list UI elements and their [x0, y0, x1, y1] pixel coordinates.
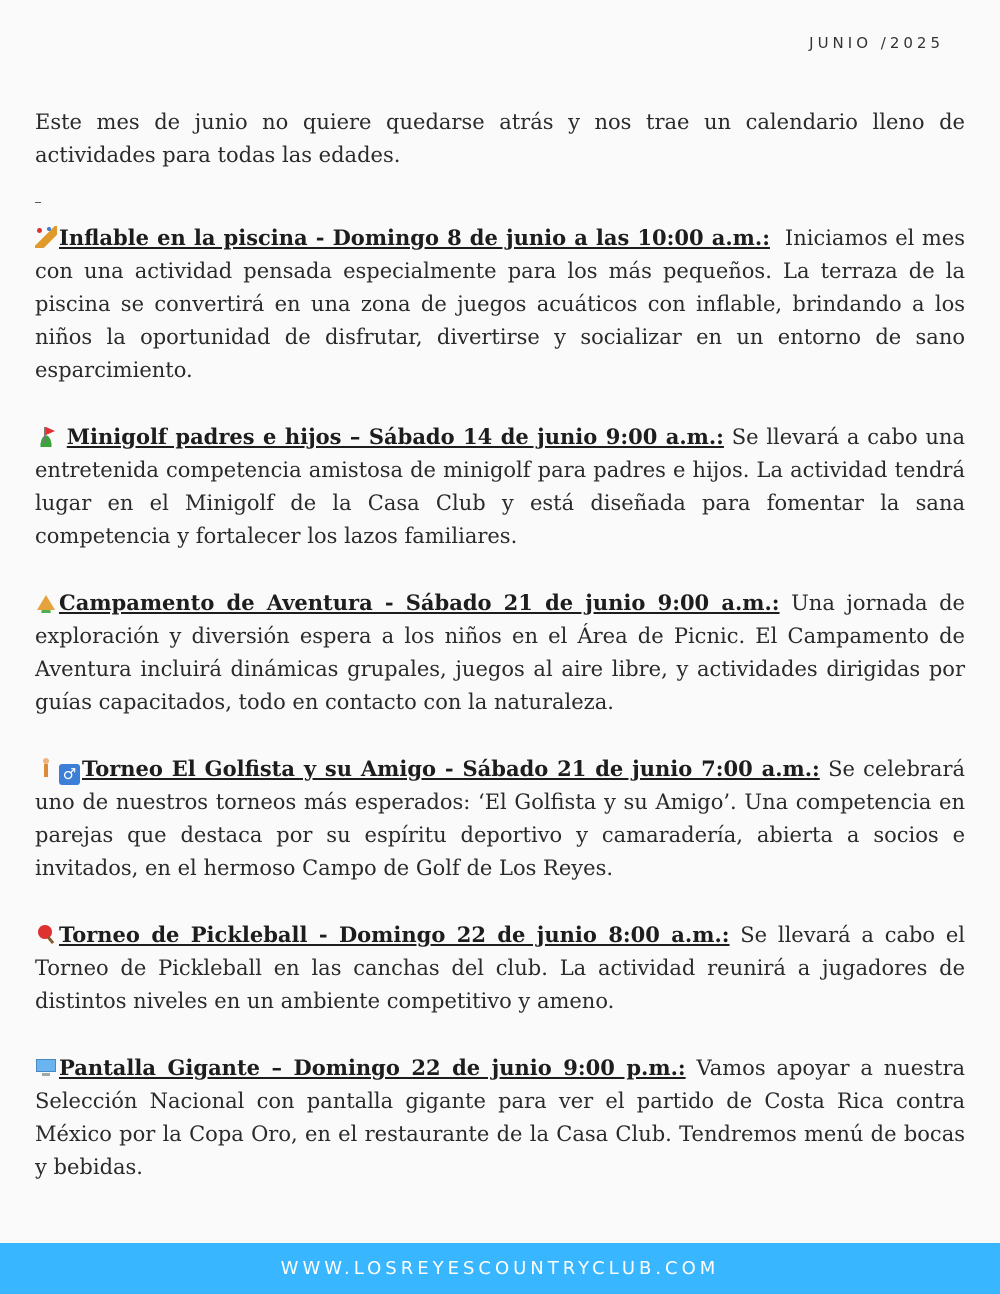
party-popper-icon [35, 226, 57, 248]
intro-paragraph: Este mes de junio no quiere quedarse atrás y nos trae un calendario lleno de actividades para todas las edades. [35, 110, 965, 167]
divider-mark [35, 198, 41, 203]
event-description: Vamos apoyar a nuestra Selección Nacional con pantalla gigante para ver el partido de Costa Rica contra México por la Copa Oro, en el restaurante de la Casa Club. Tendremos menú de bocas y bebidas. [35, 1056, 965, 1179]
computer-monitor-icon [35, 1056, 57, 1078]
activities-content [35, 106, 965, 1217]
event-description: Iniciamos el mes con una actividad pensada especialmente para los más pequeños. La terraza de la piscina se convertirá en una zona de juegos acuáticos con inflable, brindando a los niños la oportunidad de disfrutar, divertirse y socializar en un entorno de sano esparcimiento. [35, 226, 965, 382]
event-pickleball [35, 918, 965, 1018]
newsletter-date: JUNIO /2025 [809, 34, 944, 52]
event-campamento [35, 586, 965, 719]
camping-tent-icon [35, 591, 57, 613]
event-pantalla-gigante [35, 1051, 965, 1184]
event-torneo-golfista [35, 752, 965, 885]
golfer-icon [35, 757, 57, 779]
event-title: Inflable en la piscina - Domingo 8 de junio a las 10:00 a.m.: [59, 225, 770, 250]
footer-bar [0, 1243, 1000, 1294]
event-title: Campamento de Aventura - Sábado 21 de junio 9:00 a.m.: [59, 590, 780, 615]
event-title: Torneo El Golfista y su Amigo - Sábado 21 de junio 7:00 a.m.: [82, 756, 820, 781]
event-title: Minigolf padres e hijos – Sábado 14 de junio 9:00 a.m.: [66, 424, 724, 449]
male-sign-icon: ♂ [59, 764, 80, 785]
event-description: Se llevará a cabo el Torneo de Pickleball en las canchas del club. La actividad reunirá a jugadores de distintos niveles en un ambiente competitivo y ameno. [35, 923, 965, 1013]
event-title: Pantalla Gigante – Domingo 22 de junio 9:00 p.m.: [59, 1055, 686, 1080]
ping-pong-paddle-icon [35, 923, 57, 945]
golf-flag-icon [35, 425, 57, 447]
website-link[interactable]: WWW.LOSREYESCOUNTRYCLUB.COM [280, 1258, 720, 1279]
event-description: Se celebrará uno de nuestros torneos más esperados: ‘El Golfista y su Amigo’. Una competencia en parejas que destaca por su espíritu deportivo y camaradería, abierta a socios e invitados, en el hermoso Campo de Golf de Los Reyes. [35, 757, 966, 880]
event-minigolf [35, 420, 965, 553]
event-description: Una jornada de exploración y diversión espera a los niños en el Área de Picnic. El Campamento de Aventura incluirá dinámicas grupales, juegos al aire libre, y actividades dirigidas por guías capacitados, todo en contacto con la naturaleza. [35, 591, 965, 714]
event-title: Torneo de Pickleball - Domingo 22 de junio 8:00 a.m.: [59, 922, 730, 947]
event-inflable [35, 221, 965, 387]
event-description: Se llevará a cabo una entretenida competencia amistosa de minigolf para padres e hijos. La actividad tendrá lugar en el Minigolf de la Casa Club y está diseñada para fomentar la sana competencia y fortalecer los lazos familiares. [35, 425, 965, 548]
